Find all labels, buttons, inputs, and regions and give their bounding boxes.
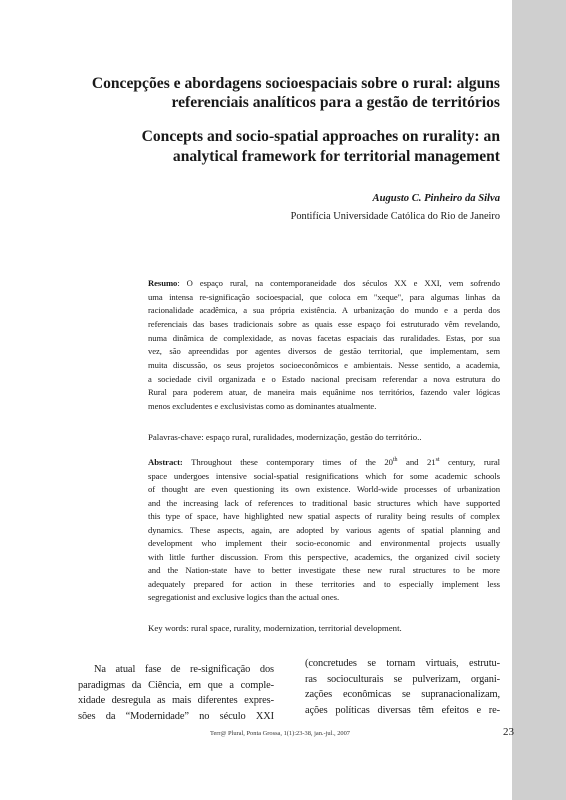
body-line: zações econômicas se supranacionalizam, [305,689,500,701]
keywords-english: Key words: rural space, rurality, modernization, territorial development. [148,623,402,633]
abstract-en-line: Abstract: Throughout these contemporary times of the 20th and 21st century, rural [148,457,500,467]
abstract-pt-line: Resumo: O espaço rural, na contemporaneidade dos séculos XX e XXI, vem sofrendo [148,278,500,288]
abstract-pt-line: Rural para poderem atuar, de maneira mais equânime nos territórios, fazendo valer lógicas [148,387,500,398]
title-pt-line: Concepções e abordagens socioespaciais sobre o rural: alguns [91,75,500,92]
body-line: paradigmas da Ciência, em que a comple- [78,679,274,691]
abstract-en-line: adequately prepared for action in these territories and to especially implement less [148,578,500,589]
abstract-en-line: segregationist and exclusive logics than the actual ones. [148,592,340,603]
body-line: ras socioculturais se pulverizam, organi- [305,673,500,685]
abstract-pt-line: racionalidade acadêmica, a sua própria existência. A urbanização do mundo e a perda dos [148,305,500,316]
title-en-line: Concepts and socio-spatial approaches on rurality: an [141,128,500,145]
author-affiliation: Pontifícia Universidade Católica do Rio de Janeiro [290,211,500,222]
abstract-en-line: dynamics. These aspects, again, are adopted by various agents of spatial planning and [148,524,500,535]
abstract-english [148,456,500,605]
body-line: xidade desregula as mais diferentes expres- [78,695,274,707]
abstract-en-line: with little further discussion. From this perspective, academics, the organized civil society [148,551,500,562]
title-pt-line: referenciais analíticos para a gestão de territórios [171,94,500,111]
abstract-en-label: Abstract: [148,457,183,467]
abstract-pt-line: numa dinâmica de complexidade, as novas facetas espaciais das ruralidades. Estas, por sua [148,332,500,343]
title-en-line: analytical framework for territorial management [172,148,500,165]
abstract-pt-line: a sociedade civil organizada e o Estado nacional precisam referendar a nova estrutura do [148,373,500,384]
abstract-pt-line: uma intensa re-significação socioespacial, que coloca em "xeque", para algumas linhas da [148,291,500,302]
body-column-left [78,662,274,724]
abstract-en-line: and the Nation-state have to better investigate these new rural structures to be more [148,565,500,576]
abstract-en-line: development who implement their socio-economic and environmental projects usually [148,538,500,549]
body-line: ações políticas diversas têm efeitos e re- [305,704,500,716]
author-name: Augusto C. Pinheiro da Silva [372,193,500,204]
abstract-en-line: this type of space, have highlighted new spatial aspects of rurality being results of complex [148,511,500,522]
body-column-right [305,656,500,718]
body-line: (concretudes se tornam virtuais, estrutu- [305,658,500,669]
keywords-portuguese: Palavras-chave: espaço rural, ruralidades, modernização, gestão do território.. [148,432,422,442]
abstract-pt-line: muita discussão, os seus projetos socioeconômicos e ambientais. Nesse sentido, a academia, [148,359,500,370]
abstract-pt-line: menos excludentes e exclusivistas como as dominantes atualmente. [148,400,377,411]
body-line: sões da “Modernidade” no século XXI [78,710,274,722]
journal-citation: Terr@ Plural, Ponta Grossa, 1(1):23-38, jan.-jul., 2007 [210,730,350,737]
abstract-en-line: space undergoes intensive social-spatial resignifications which for some academic schools [148,470,500,481]
body-line: Na atual fase de re-significação dos [94,664,274,675]
abstract-pt-line: vez, são apreendidas por agentes diversos de gestão territorial, que implementam, sem [148,346,500,357]
abstract-pt-line: referenciais das bases tradicionais sobre as quais esse espaço foi estruturado vêm revelando, [148,318,500,329]
page-side-band [512,0,566,800]
abstract-pt-label: Resumo [148,278,178,288]
abstract-portuguese [148,277,500,414]
page-number: 23 [503,726,514,738]
abstract-en-line: and the increasing lack of references to traditional basic structures which have supported [148,497,500,508]
abstract-en-line: of thought are even questioning its own existence. World-wide processes of urbanization [148,484,500,495]
title-portuguese [60,74,500,112]
title-english [60,127,500,167]
